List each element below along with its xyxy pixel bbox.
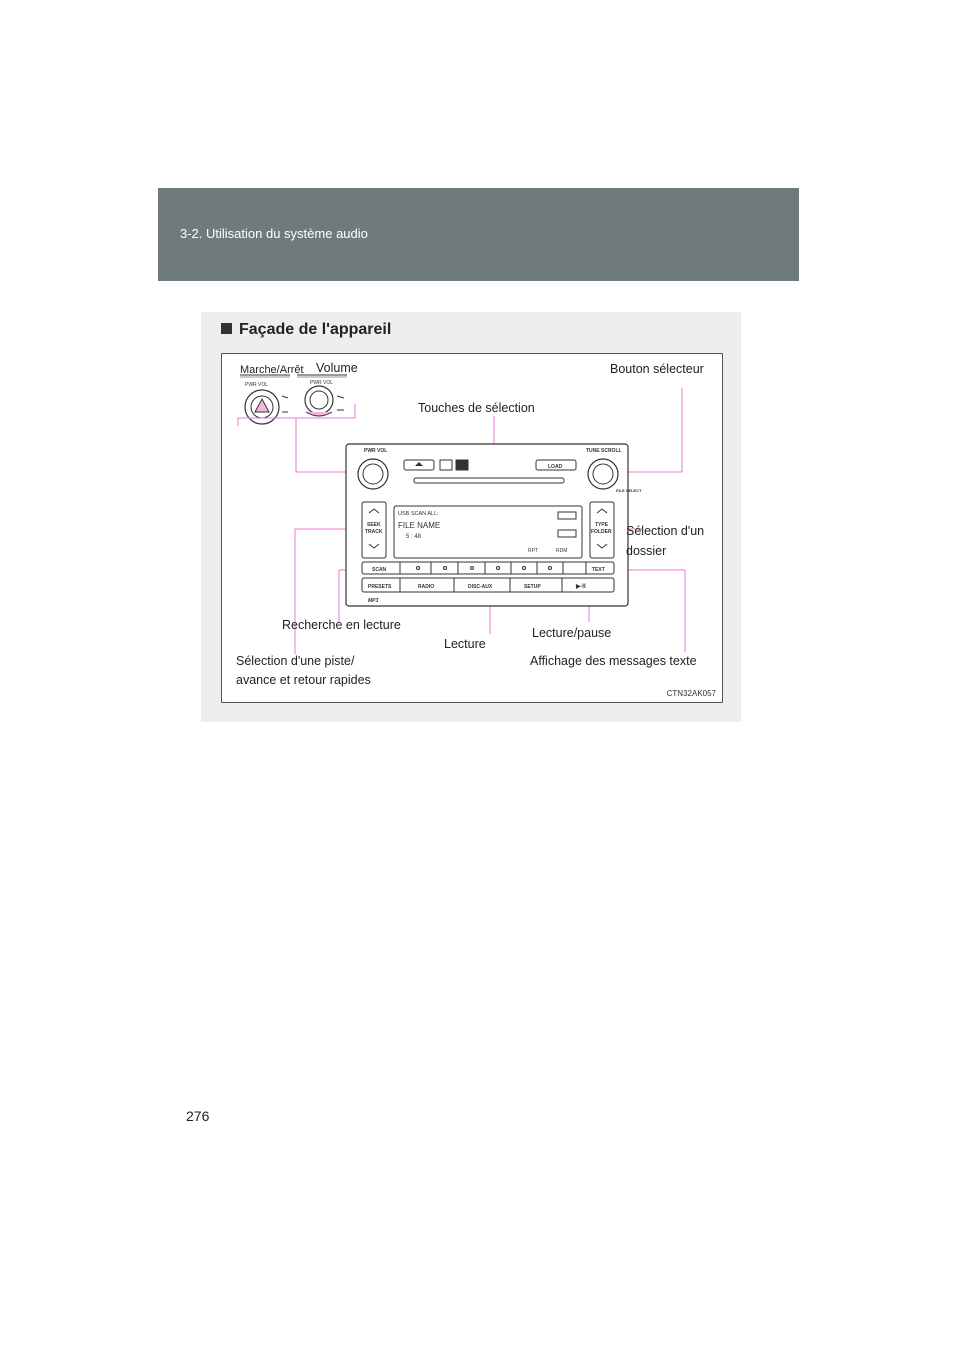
label-text-display: Affichage des messages texte (530, 654, 697, 668)
device-setup: SETUP (524, 584, 541, 590)
section-title: 3-2. Utilisation du système audio (180, 226, 368, 241)
panel-title (221, 321, 391, 339)
device-text: TEXT (592, 567, 605, 573)
label-power: Marche/Arrêt (240, 364, 304, 376)
device-load: LOAD (548, 464, 563, 470)
device-radio: RADIO (418, 584, 435, 590)
device-presets: PRESETS (368, 584, 392, 590)
device-scan: SCAN (372, 567, 387, 573)
label-play-pause: Lecture/pause (532, 626, 612, 640)
display-file: FILE NAME (398, 521, 441, 530)
display-rdm: RDM (556, 548, 568, 554)
device-play-pause: ▶∙II (576, 584, 586, 590)
page-number: 276 (186, 1108, 210, 1124)
device-folder: FOLDER (591, 529, 612, 535)
content-panel (201, 312, 741, 722)
device-track: TRACK (365, 529, 383, 535)
label-track-select-1: Sélection d'une piste/ (236, 654, 355, 668)
display-rpt: RPT (528, 548, 538, 554)
label-volume: Volume (316, 361, 358, 375)
device-seek: SEEK (367, 522, 381, 528)
device-type: TYPE (595, 522, 609, 528)
section-header (158, 188, 799, 281)
audio-head-unit (346, 444, 628, 606)
figure-code: CTN32AK057 (666, 689, 716, 698)
label-track-select-2: avance et retour rapides (236, 673, 371, 687)
label-scan: Recherche en lecture (282, 618, 401, 632)
panel-title-text: Façade de l'appareil (239, 321, 392, 338)
display-top: USB SCAN ALL: (398, 511, 439, 517)
inset-pwr-vol-2: PWR VOL (310, 380, 334, 386)
label-play: Lecture (444, 637, 486, 651)
device-mp3: MP3 (368, 598, 379, 604)
device-pwr-vol: PWR VOL (364, 448, 388, 454)
label-selector-knob: Bouton sélecteur (610, 362, 704, 376)
inset-pwr-vol-1: PWR VOL (245, 382, 269, 388)
square-bullet-icon (221, 323, 232, 334)
label-folder-select-1: Sélection d'un (626, 524, 705, 538)
display-time: 5 : 48 (406, 534, 422, 540)
device-tune-scroll: TUNE SCROLL (586, 448, 622, 454)
device-disc-aux: DISC-AUX (468, 584, 493, 590)
audio-unit-figure (221, 353, 723, 703)
device-file-select: FILE SELECT (616, 488, 642, 493)
label-folder-select-2: dossier (626, 544, 667, 558)
label-preset-buttons: Touches de sélection (418, 401, 535, 415)
